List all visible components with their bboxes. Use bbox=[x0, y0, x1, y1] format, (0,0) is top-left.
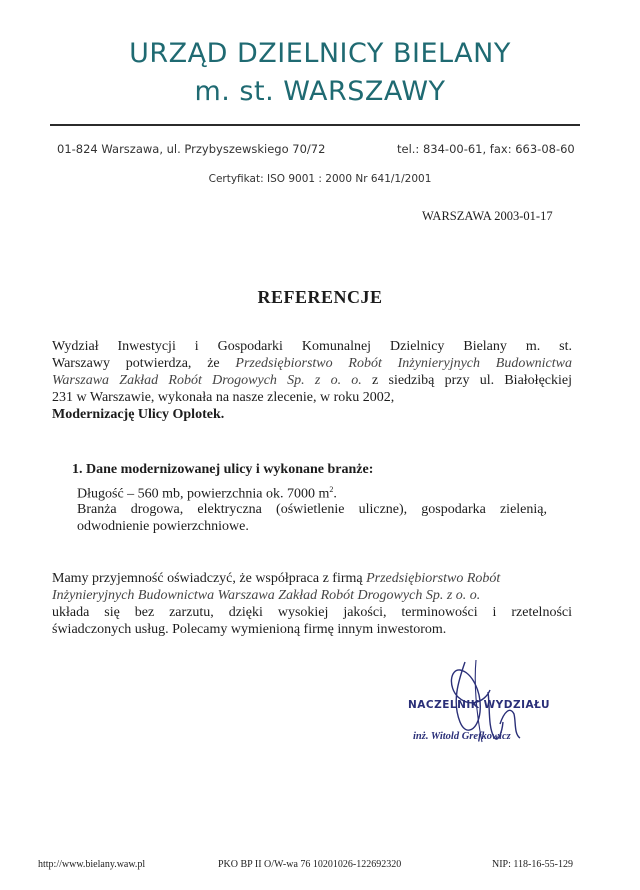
p2-line3: układa się bez zarzutu, dzięki wysokiej jakości, terminowości i rzetelności bbox=[52, 605, 572, 620]
section1-title: 1. Dane modernizowanej ulicy i wykonane branże: bbox=[72, 462, 374, 477]
p2-line4: świadczonych usług. Polecamy wymienioną firmę innym inwestorom. bbox=[52, 622, 447, 637]
p1-line1: Wydział Inwestycji i Gospodarki Komunalnej Dzielnicy Bielany m. st. bbox=[52, 339, 572, 354]
org-name-line2: m. st. WARSZAWY bbox=[194, 76, 446, 107]
document-title: REFERENCJE bbox=[257, 287, 383, 307]
company-name-italic-4: Inżynieryjnych Budownictwa Warszawa Zakład Robót Drogowych Sp. z o. o. bbox=[52, 588, 481, 603]
paragraph-confirmation bbox=[52, 338, 572, 423]
p1-line3-text: z siedzibą przy ul. Białołęckiej bbox=[361, 373, 572, 388]
footer-nip: NIP: 118-16-55-129 bbox=[492, 859, 574, 870]
office-address: 01-824 Warszawa, ul. Przybyszewskiego 70/72 bbox=[57, 142, 326, 156]
length-area-text: Długość – 560 mb, powierzchnia ok. 7000 m bbox=[77, 486, 330, 502]
section1-line2: Branża drogowa, elektryczna (oświetlenie uliczne), gospodarka zielenią, bbox=[77, 502, 547, 517]
line1-end: . bbox=[333, 486, 337, 502]
project-name: Modernizację Ulicy Oplotek. bbox=[52, 407, 225, 422]
p1-line3 bbox=[52, 372, 572, 389]
p1-line4: 231 w Warszawie, wykonała na nasze zlecenie, w roku 2002, bbox=[52, 390, 395, 405]
p1-line2-text: Warszawy potwierdza, że bbox=[52, 356, 236, 371]
company-name-italic-1: Przedsiębiorstwo Robót Inżynieryjnych Budownictwa bbox=[235, 356, 572, 371]
office-phones: tel.: 834-00-61, fax: 663-08-60 bbox=[397, 142, 575, 156]
company-name-italic-2: Warszawa Zakład Robót Drogowych Sp. z o. o. bbox=[52, 373, 362, 388]
section1-line1 bbox=[77, 481, 337, 503]
company-name-italic-3: Przedsiębiorstwo Robót bbox=[366, 571, 501, 586]
stamp-signatory-name: inż. Witold Grefkowicz bbox=[413, 731, 511, 742]
p1-line2 bbox=[52, 355, 572, 372]
header-divider bbox=[50, 124, 580, 126]
footer-website: http://www.bielany.waw.pl bbox=[38, 859, 146, 870]
paragraph-recommendation bbox=[52, 570, 572, 638]
section1-line3: odwodnienie powierzchniowe. bbox=[77, 519, 249, 534]
footer-bank-account: PKO BP II O/W-wa 76 10201026-122692320 bbox=[218, 859, 402, 870]
iso-certificate: Certyfikat: ISO 9001 : 2000 Nr 641/1/2001 bbox=[208, 173, 432, 185]
stamp-title: NACZELNIK WYDZIAŁU bbox=[408, 699, 551, 711]
document-date: WARSZAWA 2003-01-17 bbox=[422, 209, 553, 223]
area-unit-superscript: 2 bbox=[329, 485, 334, 494]
org-name-line1: URZĄD DZIELNICY BIELANY bbox=[129, 38, 511, 69]
p2-line1-text: Mamy przyjemność oświadczyć, że współpraca z firmą bbox=[52, 571, 367, 586]
p2-line1 bbox=[52, 570, 572, 587]
